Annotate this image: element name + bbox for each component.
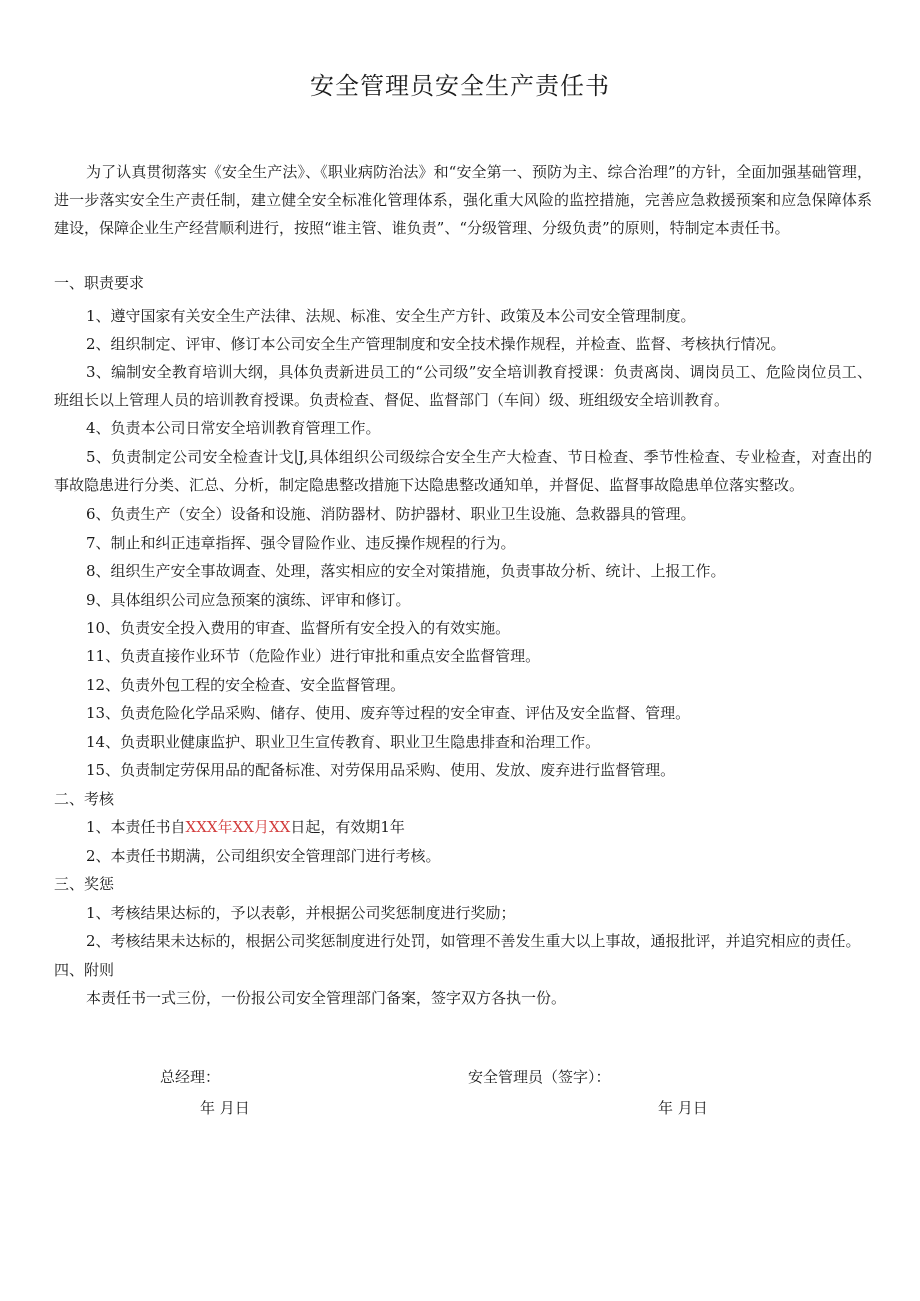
effective-date-placeholder: XXX年XX月XX	[185, 818, 291, 836]
duty-item-8: 8、组织生产安全事故调查、处理，落实相应的安全对策措施，负责事故分析、统计、上报工作。	[86, 562, 726, 580]
reward-item-1: 1、考核结果达标的，予以表彰，并根据公司奖惩制度进行奖励；	[86, 904, 516, 922]
duty-item-13: 13、负责危险化学品采购、储存、使用、废弃等过程的安全审查、评估及安全监督、管理。	[86, 704, 691, 722]
assessment-suffix: 日起，有效期1年	[290, 818, 405, 836]
general-manager-signature-label: 总经理：	[160, 1068, 221, 1086]
duty-item-9: 9、具体组织公司应急预案的演练、评审和修订。	[86, 591, 411, 609]
section-3-heading: 三、奖惩	[54, 875, 115, 893]
assessment-item-1	[54, 813, 872, 841]
duty-item-6: 6、负责生产（安全）设备和设施、消防器材、防护器材、职业卫生设施、急救器具的管理。	[86, 505, 696, 523]
section-4-heading: 四、附则	[54, 961, 115, 979]
document-title: 安全管理员安全生产责任书	[310, 72, 610, 100]
duty-item-4: 4、负责本公司日常安全培训教育管理工作。	[86, 419, 381, 437]
reward-item-2: 2、考核结果未达标的，根据公司奖惩制度进行处罚，如管理不善发生重大以上事故，通报批评，并追究相应的责任。	[86, 932, 861, 950]
duty-item-12: 12、负责外包工程的安全检查、安全监督管理。	[86, 676, 406, 694]
assessment-item-2: 2、本责任书期满，公司组织安全管理部门进行考核。	[86, 847, 441, 865]
duty-item-15: 15、负责制定劳保用品的配备标准、对劳保用品采购、使用、发放、废弃进行监督管理。	[86, 761, 676, 779]
safety-officer-signature-label: 安全管理员（签字）：	[468, 1068, 611, 1086]
section-2-heading: 二、考核	[54, 790, 115, 808]
duty-item-7: 7、制止和纠正违章指挥、强令冒险作业、违反操作规程的行为。	[86, 534, 516, 552]
general-manager-date: 年 月日	[200, 1099, 250, 1117]
section-1-heading: 一、职责要求	[54, 274, 145, 292]
duty-item-2: 2、组织制定、评审、修订本公司安全生产管理制度和安全技术操作规程，并检查、监督、考核执行情况。	[86, 335, 786, 353]
duty-item-11: 11、负责直接作业环节（危险作业）进行审批和重点安全监督管理。	[86, 647, 541, 665]
duty-item-14: 14、负责职业健康监护、职业卫生宣传教育、职业卫生隐患排查和治理工作。	[86, 733, 601, 751]
duty-item-10: 10、负责安全投入费用的审查、监督所有安全投入的有效实施。	[86, 619, 511, 637]
appendix-text: 本责任书一式三份，一份报公司安全管理部门备案，签字双方各执一份。	[86, 989, 567, 1007]
safety-officer-date: 年 月日	[658, 1099, 708, 1117]
assessment-prefix: 1、本责任书自	[86, 818, 186, 836]
duty-item-5: 5、负责制定公司安全检查计戈∣J,具体组织公司级综合安全生产大检查、节日检查、季节性检查、专业检查，对查出的事故隐患进行分类、汇总、分析，制定隐患整改措施下达隐患整改通知单，并督促、监督事故隐患单位落实整改。	[54, 448, 872, 494]
duty-item-3: 3、编制安全教育培训大纲，具体负责新进员工的“公司级”安全培训教育授课：负责离岗、调岗员工、危险岗位员工、班组长以上管理人员的培训教育授课。负责检查、督促、监督部门（车间）级、班组级安全培训教育。	[54, 363, 872, 409]
duty-item-1: 1、遵守国家有关安全生产法律、法规、标准、安全生产方针、政策及本公司安全管理制度。	[86, 307, 696, 325]
intro-paragraph: 为了认真贯彻落实《安全生产法》、《职业病防治法》和“安全第一、预防为主、综合治理”的方针，全面加强基础管理，进一步落实安全生产责任制，建立健全安全标准化管理体系，强化重大风险的监控措施，完善应急救援预案和应急保障体系建设，保障企业生产经营顺利进行，按照“谁主管、谁负责”、“分级管理、分级负责”的原则，特制定本责任书。	[54, 163, 872, 237]
